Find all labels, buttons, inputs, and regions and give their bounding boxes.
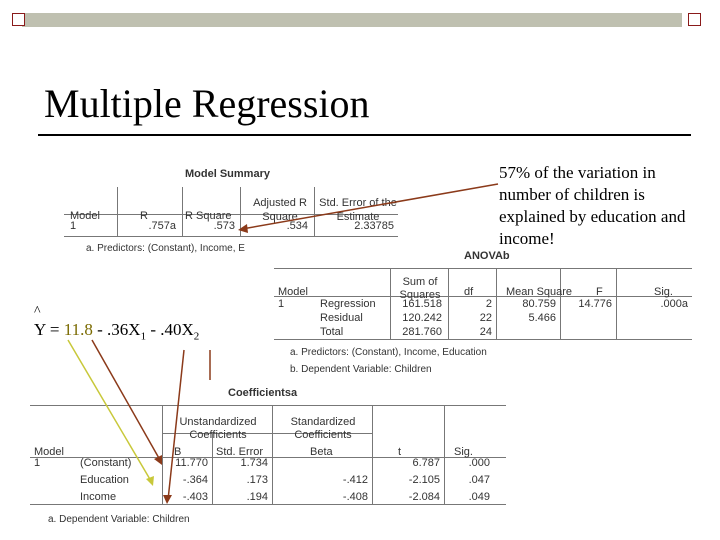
coef-sig: .000 bbox=[468, 457, 490, 469]
anova-header-f: F bbox=[596, 286, 603, 298]
coef-b: 11.770 bbox=[175, 457, 208, 469]
coef-sig: .049 bbox=[468, 491, 490, 503]
coef-row-label: Education bbox=[80, 474, 129, 486]
anova-title: ANOVAb bbox=[464, 250, 510, 262]
ms-header-adjusted: Adjusted R Square bbox=[253, 197, 307, 223]
equation-text: $Y = 11.8 - .36X_1 - .40X_2$ bbox=[34, 320, 200, 343]
equation-intercept: 11.8 bbox=[63, 320, 93, 339]
coef-t: -2.084 bbox=[408, 491, 440, 503]
arrow-rsquare bbox=[242, 184, 498, 229]
ms-rsquare-value: .573 bbox=[213, 220, 235, 232]
arrow-education-head bbox=[146, 476, 154, 486]
ms-r-value: .757a bbox=[148, 220, 176, 232]
arrow-rsquare-head bbox=[238, 224, 248, 233]
anova-header-model: Model bbox=[278, 286, 308, 298]
coef-sig: .047 bbox=[468, 474, 490, 486]
ms-stderr-value: 2.33785 bbox=[354, 220, 394, 232]
anova-model-1: 1 bbox=[278, 298, 285, 310]
coefficients-title: Coefficientsa bbox=[228, 387, 298, 399]
anova-row-label: Residual bbox=[320, 312, 363, 324]
ms-header-r: R bbox=[140, 210, 148, 222]
coef-header-se: Std. Error bbox=[216, 446, 264, 458]
slide-title: Multiple Regression bbox=[44, 81, 370, 126]
coef-se: .173 bbox=[246, 474, 268, 486]
coef-model-1: 1 bbox=[34, 457, 41, 469]
anova-footnote-a: a. Predictors: (Constant), Income, Education bbox=[290, 347, 487, 358]
ms-header-stderr: Std. Error of the Estimate bbox=[319, 197, 397, 223]
anova-df: 22 bbox=[479, 312, 492, 324]
arrow-intercept bbox=[92, 340, 160, 460]
anova-ms: 80.759 bbox=[522, 298, 556, 310]
arrow-income bbox=[168, 350, 184, 500]
coef-header-sig: Sig. bbox=[454, 446, 473, 458]
coef-row-label: Income bbox=[80, 491, 117, 503]
coef-group-unstd: Unstandardized Coefficients bbox=[179, 416, 257, 441]
anova-header-sig: Sig. bbox=[654, 286, 673, 298]
coef-beta: -.412 bbox=[342, 474, 368, 486]
y-hat-caret: ^ bbox=[34, 304, 41, 319]
anova-ss: 120.242 bbox=[402, 312, 442, 324]
arrow-education-yellow bbox=[68, 340, 151, 481]
anova-footnote-b: b. Dependent Variable: Children bbox=[290, 364, 432, 375]
coef-se: .194 bbox=[246, 491, 268, 503]
coef-b: -.364 bbox=[182, 474, 208, 486]
anova-header-df: df bbox=[464, 286, 474, 298]
coef-se: 1.734 bbox=[240, 457, 268, 469]
anova-row-label: Regression bbox=[320, 298, 376, 310]
model-summary-title: Model Summary bbox=[185, 168, 270, 180]
anova-ss: 281.760 bbox=[402, 326, 442, 338]
anova-ss: 161.518 bbox=[402, 298, 442, 310]
coef-header-model: Model bbox=[34, 446, 64, 458]
ms-adj-value: .534 bbox=[286, 220, 308, 232]
ms-model-1: 1 bbox=[70, 220, 77, 232]
coef-header-b: B bbox=[174, 446, 182, 458]
anova-sig: .000a bbox=[660, 298, 688, 310]
ms-header-model: Model bbox=[70, 210, 100, 222]
arrow-income-head bbox=[163, 495, 172, 504]
anova-df: 2 bbox=[485, 298, 492, 310]
anova-f: 14.776 bbox=[578, 298, 612, 310]
coef-header-beta: Beta bbox=[310, 446, 333, 458]
coef-footnote: a. Dependent Variable: Children bbox=[48, 514, 190, 525]
anova-df: 24 bbox=[479, 326, 492, 338]
coef-header-t: t bbox=[398, 446, 402, 458]
coef-b: -.403 bbox=[182, 491, 208, 503]
coef-group-std: Standardized Coefficients bbox=[290, 416, 356, 441]
ms-footnote: a. Predictors: (Constant), Income, E bbox=[86, 243, 245, 254]
coef-t: 6.787 bbox=[412, 457, 440, 469]
coef-row-label: (Constant) bbox=[80, 457, 132, 469]
coef-beta: -.408 bbox=[342, 491, 368, 503]
anova-header-ss: Sum of Squares bbox=[399, 276, 441, 301]
coef-t: -2.105 bbox=[408, 474, 440, 486]
annotation-note: 57% of the variation in number of children is explained by education and income! bbox=[499, 163, 686, 248]
ms-header-rsquare: R Square bbox=[185, 210, 232, 222]
anova-ms: 5.466 bbox=[528, 312, 556, 324]
anova-row-label: Total bbox=[320, 326, 344, 338]
anova-header-ms: Mean Square bbox=[506, 286, 573, 298]
